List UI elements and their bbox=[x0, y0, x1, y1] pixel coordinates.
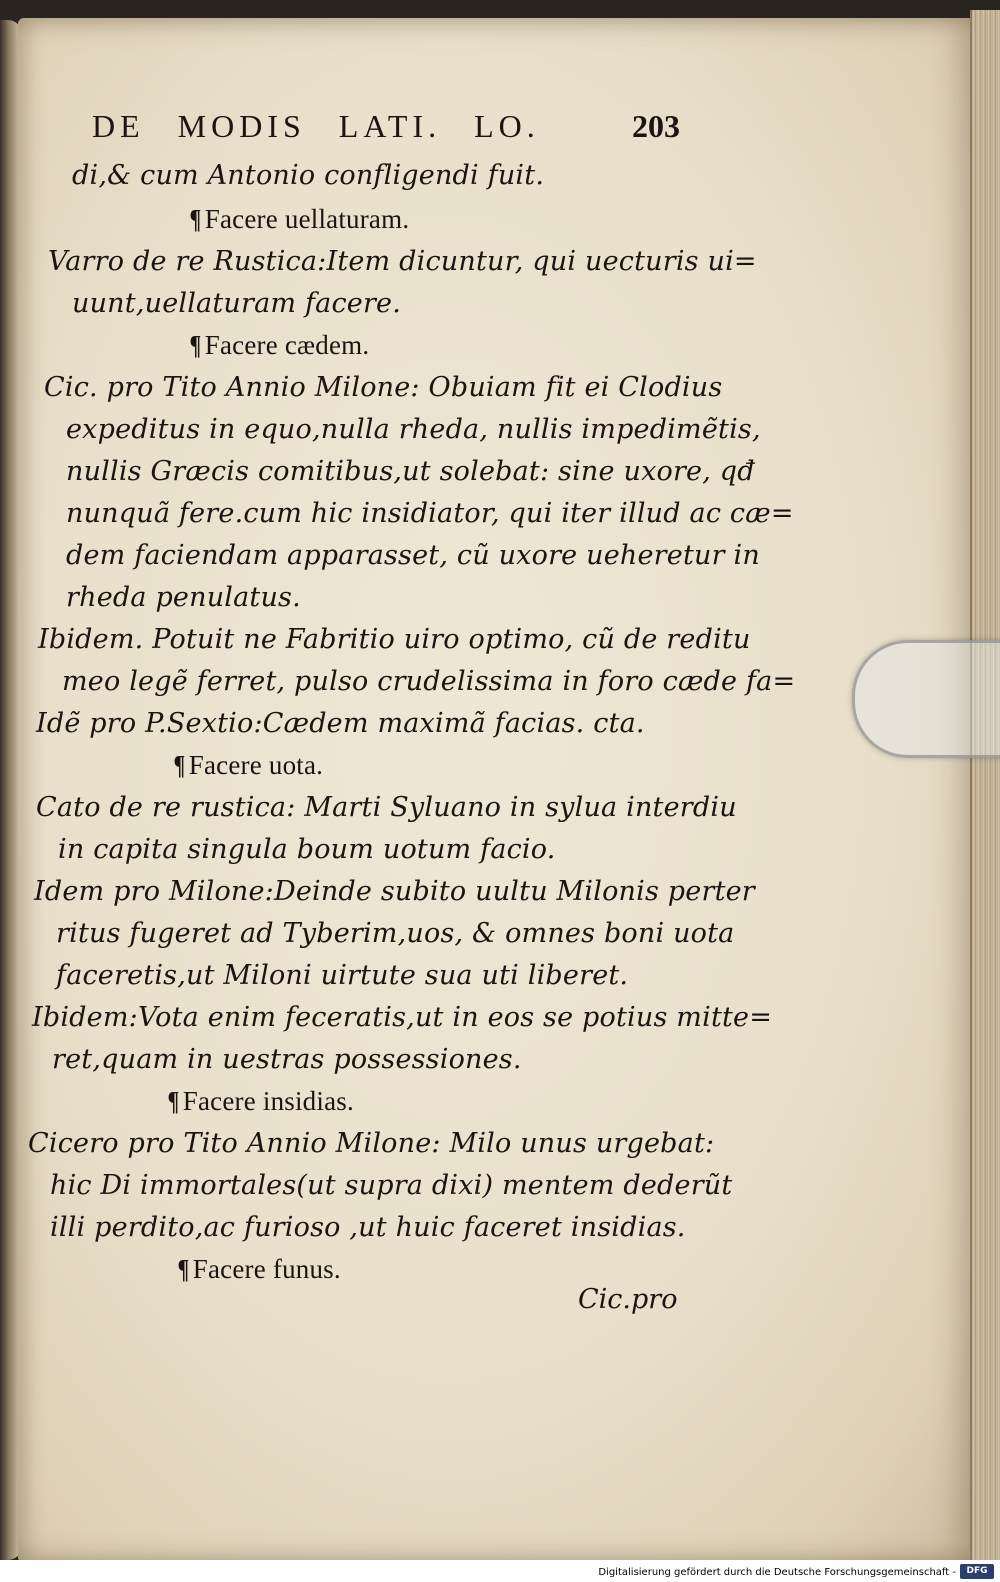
pilcrow-icon: ¶ bbox=[167, 1086, 180, 1116]
page-clip bbox=[852, 640, 1000, 758]
heading-text: Facere uota. bbox=[188, 750, 324, 780]
section-heading bbox=[176, 1254, 341, 1285]
pilcrow-icon: ¶ bbox=[173, 750, 186, 780]
text-line: nunquã fere.cum hic insidiator, qui iter illud ac cæ= bbox=[66, 498, 794, 529]
heading-text: Facere insidias. bbox=[182, 1086, 354, 1116]
text-line: illi perdito,ac furioso ,ut huic faceret insidias. bbox=[50, 1212, 686, 1243]
text-line: meo legẽ ferret, pulso crudelissima in foro cæde fa= bbox=[62, 666, 796, 697]
text-line: uunt,uellaturam facere. bbox=[72, 288, 402, 319]
text-line: Cato de re rustica: Marti Syluano in sylua interdiu bbox=[36, 792, 737, 823]
text-line: Ibidem. Potuit ne Fabritio uiro optimo, cũ de reditu bbox=[38, 624, 751, 655]
section-heading bbox=[188, 330, 369, 361]
text-line: in capita singula boum uotum facio. bbox=[58, 834, 556, 865]
dfg-logo: DFG bbox=[960, 1564, 994, 1579]
heading-text: Facere funus. bbox=[192, 1254, 341, 1284]
heading-text: Facere uellaturam. bbox=[204, 204, 410, 234]
section-heading bbox=[172, 750, 323, 781]
text-line: Varro de re Rustica:Item dicuntur, qui uecturis ui= bbox=[48, 246, 757, 277]
text-line: Idẽ pro P.Sextio:Cædem maximã facias. cta. bbox=[36, 708, 645, 739]
text-line: faceretis,ut Miloni uirtute sua uti liberet. bbox=[56, 960, 629, 991]
text-line: nullis Græcis comitibus,ut solebat: sine uxore, qđ bbox=[66, 456, 755, 487]
section-heading bbox=[166, 1086, 354, 1117]
funding-credit: Digitalisierung gefördert durch die Deutsche Forschungsgemeinschaft - bbox=[598, 1567, 956, 1578]
credit-strip bbox=[0, 1560, 1000, 1582]
pilcrow-icon: ¶ bbox=[189, 330, 202, 360]
page-number: 203 bbox=[632, 108, 680, 144]
text-line: Cicero pro Tito Annio Milone: Milo unus urgebat: bbox=[28, 1128, 715, 1159]
text-line: hic Di immortales(ut supra dixi) mentem dederũt bbox=[50, 1170, 733, 1201]
text-line: ritus fugeret ad Tyberim,uos, & omnes boni uota bbox=[56, 918, 735, 949]
text-line: expeditus in equo,nulla rheda, nullis impedimẽtis, bbox=[66, 414, 761, 445]
text-line: ret,quam in uestras possessiones. bbox=[52, 1044, 522, 1075]
pilcrow-icon: ¶ bbox=[189, 204, 202, 234]
text-line: Idem pro Milone:Deinde subito uultu Milonis perter bbox=[34, 876, 755, 907]
text-line: Ibidem:Vota enim feceratis,ut in eos se potius mitte= bbox=[32, 1002, 773, 1033]
text-line: Cic. pro Tito Annio Milone: Obuiam fit ei Clodius bbox=[44, 372, 723, 403]
pilcrow-icon: ¶ bbox=[177, 1254, 190, 1284]
text-line: rheda penulatus. bbox=[66, 582, 301, 613]
text-line: di,& cum Antonio confligendi fuit. bbox=[72, 160, 545, 191]
text-line: dem faciendam apparasset, cũ uxore ueheretur in bbox=[66, 540, 760, 571]
running-head: DE MODIS LATI. LO. bbox=[92, 108, 540, 144]
heading-text: Facere cædem. bbox=[204, 330, 370, 360]
catchword: Cic.pro bbox=[578, 1284, 678, 1315]
section-heading bbox=[188, 204, 409, 235]
